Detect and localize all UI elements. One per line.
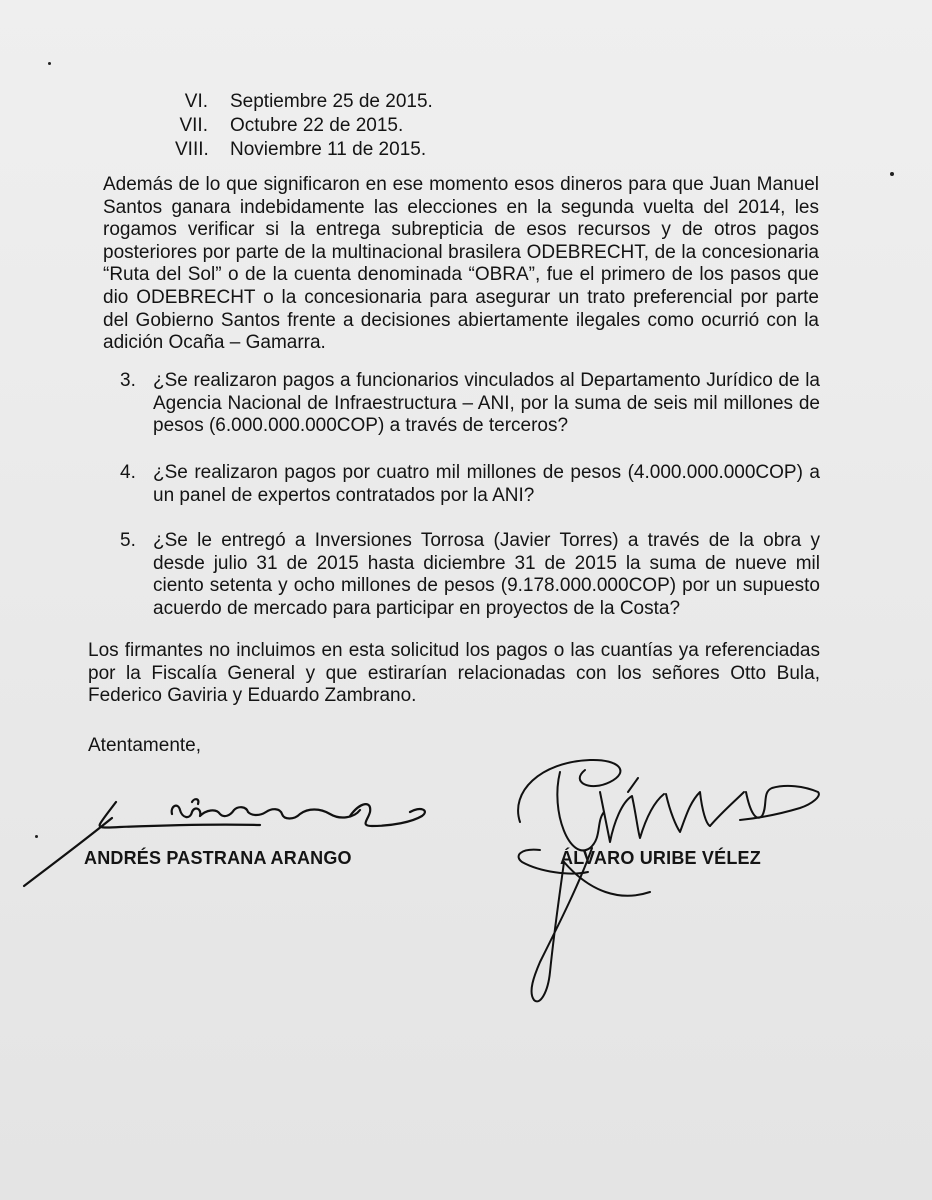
list-numeral: VIII.: [175, 139, 209, 160]
question-text: ¿Se realizaron pagos por cuatro mil millones de pesos (4.000.000.000COP) a un panel de expertos contratados por la ANI?: [153, 462, 820, 506]
date-list: [175, 90, 575, 162]
list-text: Octubre 22 de 2015.: [230, 115, 404, 136]
question-item: [120, 370, 820, 438]
question-number: 4.: [120, 462, 136, 483]
speck-mark: [890, 172, 894, 176]
question-number: 5.: [120, 530, 136, 551]
question-item: [120, 530, 820, 620]
date-list-item: [175, 138, 575, 162]
left-signature: [20, 780, 440, 890]
date-list-item: [175, 90, 575, 114]
speck-mark: [48, 62, 51, 65]
right-signature: [500, 752, 830, 1012]
list-text: Septiembre 25 de 2015.: [230, 91, 433, 112]
question-item: [120, 462, 820, 507]
body-paragraph: Los firmantes no incluimos en esta solicitud los pagos o las cuantías ya referenciadas por la Fiscalía General y que estirarían relacionadas con los señores Otto Bula, Federico Gaviria y Eduardo Zambrano.: [88, 640, 820, 707]
body-paragraph: Además de lo que significaron en ese momento esos dineros para que Juan Manuel Santos ganara indebidamente las elecciones en la segunda vuelta del 2014, les rogamos verificar si la entrega subrepticia de esos recursos y de otros pagos posteriores por parte de la multinacional brasilera ODEBRECHT, de la concesionaria “Ruta del Sol” o de la cuenta denominada “OBRA”, fue el primero de los pasos que dio ODEBRECHT o la concesionaria para asegurar un trato preferencial por parte del Gobierno Santos frente a decisiones abiertamente ilegales como ocurrió con la adición Ocaña – Gamarra.: [103, 174, 819, 354]
signatory-name: ÁLVARO URIBE VÉLEZ: [560, 848, 761, 868]
date-list-item: [175, 114, 575, 138]
list-text: Noviembre 11 de 2015.: [230, 139, 427, 160]
question-text: ¿Se realizaron pagos a funcionarios vinculados al Departamento Jurídico de la Agencia Nacional de Infraestructura – ANI, por la suma de seis mil millones de pesos (6.000.000.000COP) a través de terceros?: [153, 370, 820, 437]
list-numeral: VI.: [184, 91, 208, 112]
closing-salutation: Atentamente,: [88, 735, 202, 756]
question-text: ¿Se le entregó a Inversiones Torrosa (Javier Torres) a través de la obra y desde julio 31 de 2015 hasta diciembre 31 de 2015 la suma de nueve mil ciento setenta y ocho millones de pesos (9.178.000.000COP) por un supuesto acuerdo de mercado para participar en proyectos de la Costa?: [153, 530, 820, 619]
signatory-name: ANDRÉS PASTRANA ARANGO: [84, 848, 352, 868]
question-number: 3.: [120, 370, 136, 391]
list-numeral: VII.: [179, 115, 208, 136]
